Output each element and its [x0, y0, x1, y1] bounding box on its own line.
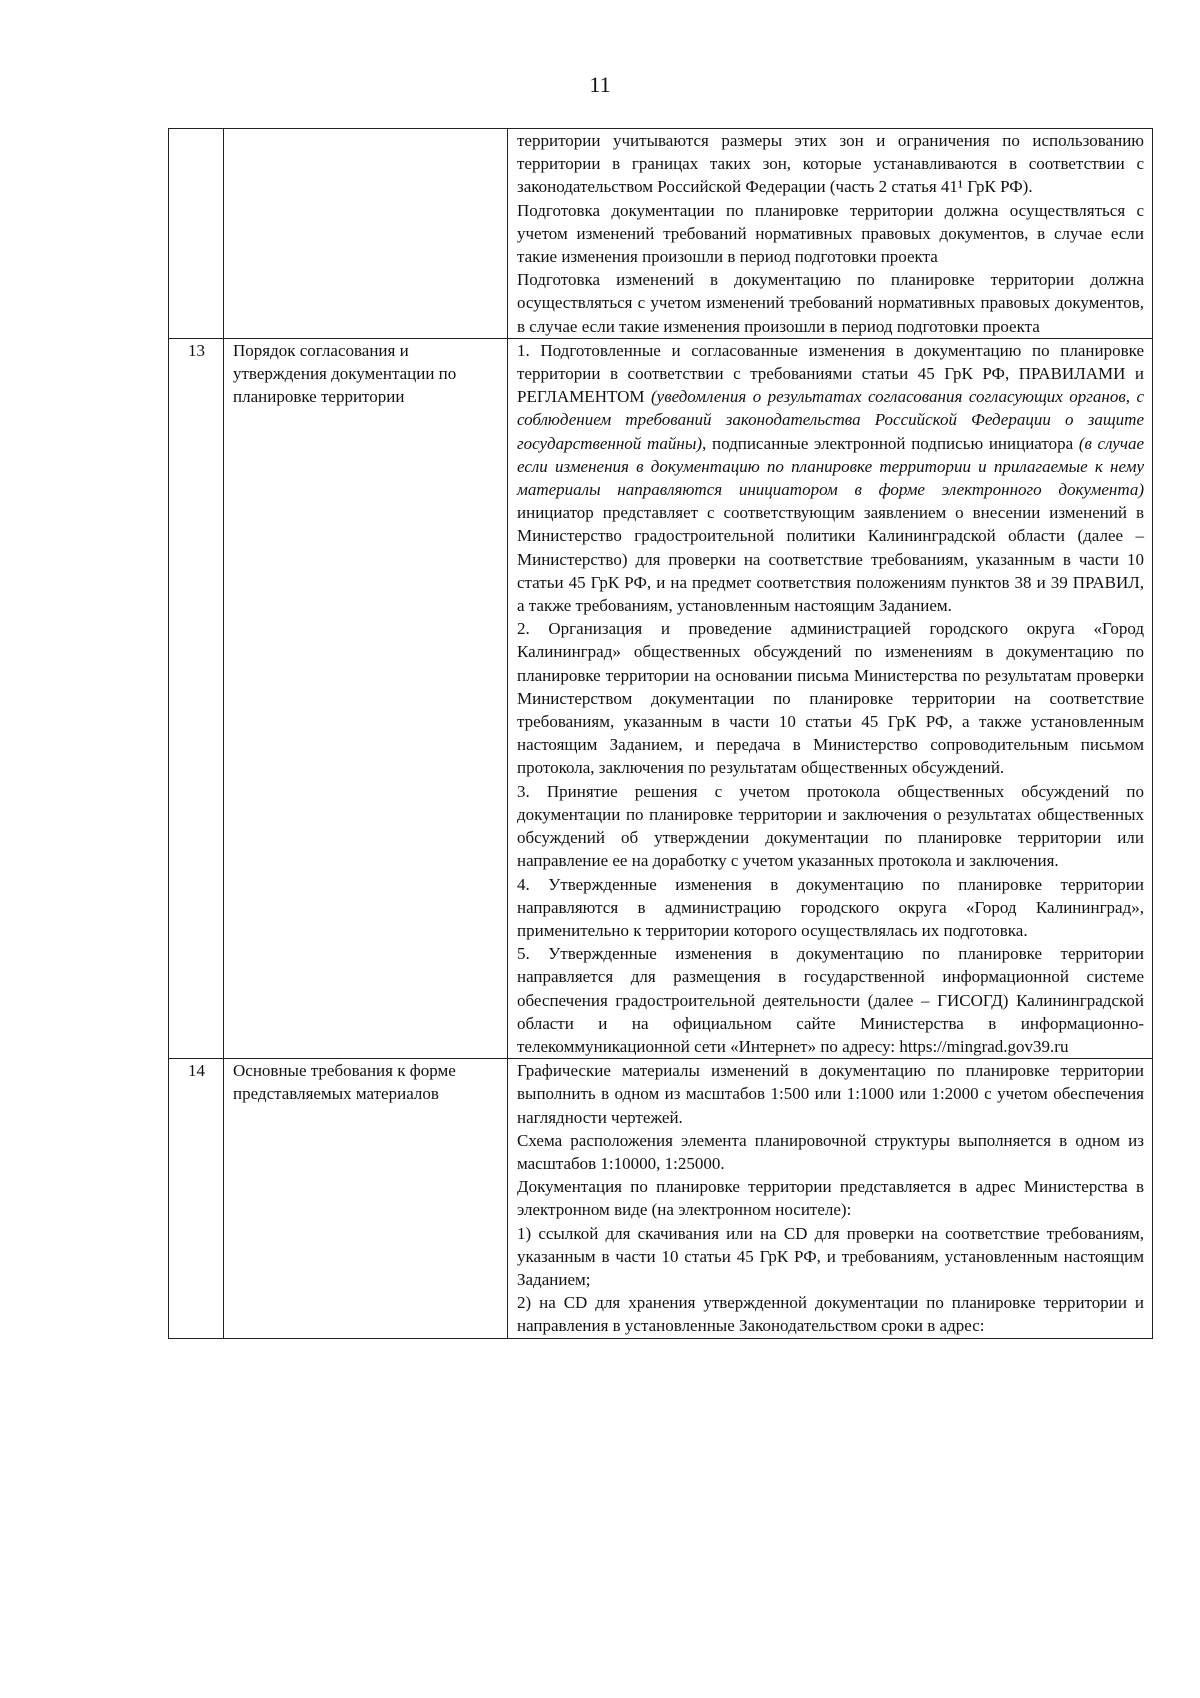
- paragraph: 2) на CD для хранения утвержденной документации по планировке территории и направления в установленные Законодательством сроки в адрес:: [517, 1293, 1144, 1336]
- row-number: [169, 129, 224, 339]
- page-number: 11: [589, 72, 611, 97]
- table-row: [169, 338, 1153, 1058]
- paragraph: Графические материалы изменений в документацию по планировке территории выполнить в одном из масштабов 1:500 или 1:1000 или 1:2000 с учетом обеспечения наглядности чертежей.: [517, 1061, 1144, 1127]
- text-run: , подписанные электронной подписью инициатора: [702, 433, 1079, 453]
- paragraph: Подготовка документации по планировке территории должна осуществляться с учетом изменений требований нормативных правовых документов, в случае если такие изменения произошли в период подготовки проекта: [517, 200, 1144, 267]
- row-number: 13: [169, 338, 224, 1058]
- paragraph: Схема расположения элемента планировочной структуры выполняется в одном из масштабов 1:10000, 1:25000.: [517, 1130, 1144, 1173]
- paragraph: [517, 339, 1144, 617]
- paragraph: 1) ссылкой для скачивания или на CD для проверки на соответствие требованиям, указанным в части 10 статьи 45 ГрК РФ, и требованиям, установленным настоящим Заданием;: [517, 1223, 1144, 1289]
- row-label: Порядок согласования и утверждения документации по планировке территории: [224, 338, 508, 1058]
- italic-note: (в случае если изменения в документацию по планировке территории и прилагаемые к нему материалы направляются инициатором в форме электронного документа): [517, 433, 1144, 500]
- paragraph: Документация по планировке территории представляется в адрес Министерства в электронном виде (на электронном носителе):: [517, 1177, 1144, 1220]
- row-label: Основные требования к форме представляемых материалов: [224, 1059, 508, 1338]
- paragraph: 3. Принятие решения с учетом протокола общественных обсуждений по документации по планировке территории и заключения о результатах общественных обсуждений об утверждении документации по планировке территории или направление ее на доработку с учетом указанных протокола и заключения.: [517, 781, 1144, 871]
- paragraph: Подготовка изменений в документацию по планировке территории должна осуществляться с учетом изменений требований нормативных правовых документов, в случае если такие изменения произошли в период подготовки проекта: [517, 270, 1144, 336]
- row-content: [508, 1059, 1153, 1338]
- table-row: [169, 129, 1153, 339]
- paragraph: 5. Утвержденные изменения в документацию по планировке территории направляется для размещения в государственной информационной системе обеспечения градостроительной деятельности (далее – ГИСОГД) Калининградской области и на официальном сайте Министерства в информационно-телекоммуникационной сети «Интернет» по адресу: https://mingrad.gov39.ru: [517, 944, 1144, 1056]
- row-content: [508, 338, 1153, 1058]
- paragraph: 4. Утвержденные изменения в документацию по планировке территории направляются в администрацию городского округа «Город Калининград», применительно к территории которого осуществлялась их подготовка.: [517, 874, 1144, 940]
- row-number: 14: [169, 1059, 224, 1338]
- paragraph: 2. Организация и проведение администрацией городского округа «Город Калининград» общественных обсуждений по изменениям в документацию по планировке территории на основании письма Министерства по результатам проверки Министерством документации по планировке территории на соответствие требованиям, указанным в части 10 статьи 45 ГрК РФ, а также установленным настоящим Заданием, и передача в Министерство сопроводительным письмом протокола, заключения по результатам общественных обсуждений.: [517, 619, 1144, 778]
- row-label: [224, 129, 508, 339]
- paragraph: территории учитываются размеры этих зон и ограничения по использованию территории в границах таких зон, которые устанавливаются в соответствии с законодательством Российской Федерации (часть 2 статья 41¹ ГрК РФ).: [517, 131, 1144, 197]
- requirements-table: [168, 128, 1153, 1339]
- text-run: инициатор представляет с соответствующим заявлением о внесении изменений в Министерство градостроительной политики Калининградской области (далее – Министерство) для проверки на соответствие требованиям, указанным в части 10 статьи 45 ГрК РФ, и на предмет соответствия положениям пунктов 38 и 39 ПРАВИЛ, а также требованиям, установленным настоящим Заданием.: [517, 503, 1144, 616]
- row-content: [508, 129, 1153, 339]
- table-row: [169, 1059, 1153, 1338]
- italic-note: (уведомления о результатах согласования согласующих органов, с соблюдением требований законодательства Российской Федерации о защите государственной тайны): [517, 387, 1144, 453]
- text-run: 1. Подготовленные и согласованные изменения в документацию по планировке территории в соответствии с требованиями статьи 45 ГрК РФ, ПРАВИЛАМИ и РЕГЛАМЕНТОМ: [517, 340, 1144, 407]
